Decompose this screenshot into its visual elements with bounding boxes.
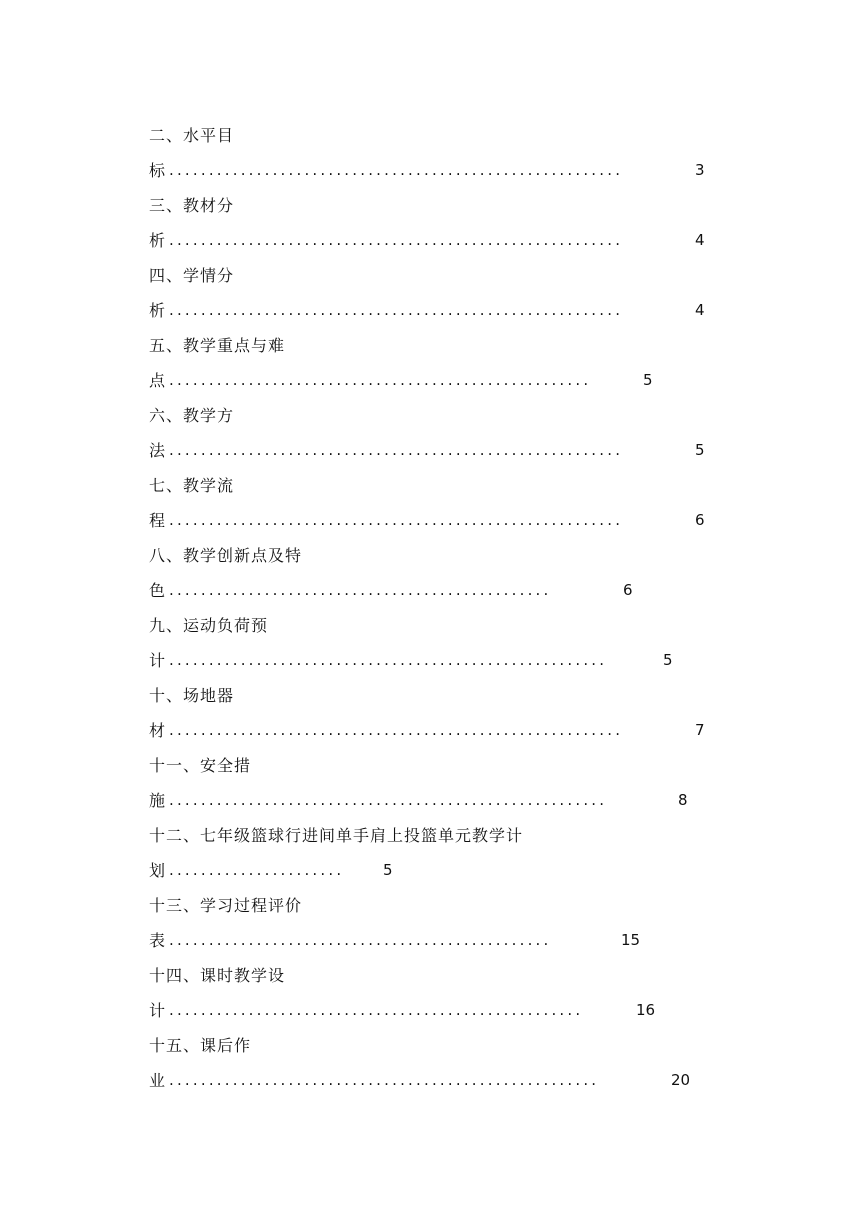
toc-page-number: 5 bbox=[663, 651, 673, 669]
toc-leader-line bbox=[149, 223, 729, 258]
toc-entry-continuation: 划 bbox=[149, 861, 166, 880]
toc-dot-leader: ......................................................... bbox=[169, 231, 624, 249]
toc-entry[interactable] bbox=[149, 328, 729, 398]
toc-entry[interactable] bbox=[149, 258, 729, 328]
toc-entry[interactable] bbox=[149, 818, 729, 888]
toc-entry-title: 十三、学习过程评价 bbox=[149, 896, 303, 915]
toc-entry[interactable] bbox=[149, 118, 729, 188]
toc-entry-continuation: 材 bbox=[149, 721, 166, 740]
toc-leader-line bbox=[149, 293, 729, 328]
toc-leader-line bbox=[149, 503, 729, 538]
toc-page-number: 5 bbox=[695, 441, 705, 459]
toc-entry[interactable] bbox=[149, 678, 729, 748]
toc-dot-leader: ...................................................... bbox=[169, 1071, 600, 1089]
toc-entry-continuation: 析 bbox=[149, 231, 166, 250]
toc-page-number: 16 bbox=[636, 1001, 656, 1019]
toc-dot-leader: ......................................................... bbox=[169, 161, 624, 179]
toc-page-number: 8 bbox=[678, 791, 688, 809]
toc-entry[interactable] bbox=[149, 608, 729, 678]
toc-leader-line bbox=[149, 783, 729, 818]
toc-dot-leader: ................................................ bbox=[169, 931, 552, 949]
toc-entry-continuation: 计 bbox=[149, 651, 166, 670]
toc-entry-continuation: 析 bbox=[149, 301, 166, 320]
toc-dot-leader: ....................................................... bbox=[169, 651, 608, 669]
toc-dot-leader: ................................................ bbox=[169, 581, 552, 599]
toc-entry[interactable] bbox=[149, 1028, 729, 1098]
toc-entry-title: 十一、安全措 bbox=[149, 756, 252, 775]
toc-dot-leader: ......................................................... bbox=[169, 721, 624, 739]
toc-entry[interactable] bbox=[149, 468, 729, 538]
toc-dot-leader: ..................................................... bbox=[169, 371, 592, 389]
toc-entry-continuation: 业 bbox=[149, 1071, 166, 1090]
toc-entry-title: 九、运动负荷预 bbox=[149, 616, 269, 635]
toc-leader-line bbox=[149, 713, 729, 748]
toc-entry[interactable] bbox=[149, 958, 729, 1028]
toc-page-number: 15 bbox=[621, 931, 641, 949]
toc-page-number: 4 bbox=[695, 231, 705, 249]
toc-entry-title: 十五、课后作 bbox=[149, 1036, 252, 1055]
toc-page-number: 6 bbox=[623, 581, 633, 599]
toc-entry[interactable] bbox=[149, 538, 729, 608]
toc-entry-continuation: 表 bbox=[149, 931, 166, 950]
toc-entry-title: 十二、七年级篮球行进间单手肩上投篮单元教学计 bbox=[149, 826, 524, 845]
toc-entry-title: 七、教学流 bbox=[149, 476, 235, 495]
toc-entry-title: 八、教学创新点及特 bbox=[149, 546, 303, 565]
toc-page-number: 3 bbox=[695, 161, 705, 179]
toc-entry-title: 五、教学重点与难 bbox=[149, 336, 286, 355]
toc-entry-title: 十、场地器 bbox=[149, 686, 235, 705]
toc-page-number: 6 bbox=[695, 511, 705, 529]
toc-leader-line bbox=[149, 853, 729, 888]
toc-dot-leader: ......................................................... bbox=[169, 441, 624, 459]
toc-leader-line bbox=[149, 433, 729, 468]
toc-entry-continuation: 标 bbox=[149, 161, 166, 180]
toc-entry-title: 三、教材分 bbox=[149, 196, 235, 215]
toc-entry-continuation: 施 bbox=[149, 791, 166, 810]
toc-entry-title: 四、学情分 bbox=[149, 266, 235, 285]
toc-entry-continuation: 点 bbox=[149, 371, 166, 390]
toc-leader-line bbox=[149, 923, 729, 958]
toc-entry-title: 六、教学方 bbox=[149, 406, 235, 425]
toc-dot-leader: ......................................................... bbox=[169, 511, 624, 529]
toc-entry-continuation: 法 bbox=[149, 441, 166, 460]
toc-entry[interactable] bbox=[149, 398, 729, 468]
toc-entry-continuation: 计 bbox=[149, 1001, 166, 1020]
toc-dot-leader: ......................................................... bbox=[169, 301, 624, 319]
toc-leader-line bbox=[149, 643, 729, 678]
toc-entry[interactable] bbox=[149, 888, 729, 958]
toc-entry[interactable] bbox=[149, 748, 729, 818]
toc-leader-line bbox=[149, 993, 729, 1028]
toc-leader-line bbox=[149, 153, 729, 188]
toc-dot-leader: ...................... bbox=[169, 861, 345, 879]
toc-page-number: 5 bbox=[383, 861, 393, 879]
toc-page-number: 5 bbox=[643, 371, 653, 389]
toc-leader-line bbox=[149, 573, 729, 608]
table-of-contents bbox=[149, 118, 729, 1098]
toc-entry-continuation: 程 bbox=[149, 511, 166, 530]
toc-page-number: 20 bbox=[671, 1071, 691, 1089]
toc-entry-title: 二、水平目 bbox=[149, 126, 235, 145]
toc-entry-title: 十四、课时教学设 bbox=[149, 966, 286, 985]
toc-dot-leader: .................................................... bbox=[169, 1001, 584, 1019]
toc-page-number: 4 bbox=[695, 301, 705, 319]
toc-leader-line bbox=[149, 1063, 729, 1098]
toc-page-number: 7 bbox=[695, 721, 705, 739]
toc-entry[interactable] bbox=[149, 188, 729, 258]
toc-entry-continuation: 色 bbox=[149, 581, 166, 600]
toc-leader-line bbox=[149, 363, 729, 398]
toc-dot-leader: ....................................................... bbox=[169, 791, 608, 809]
